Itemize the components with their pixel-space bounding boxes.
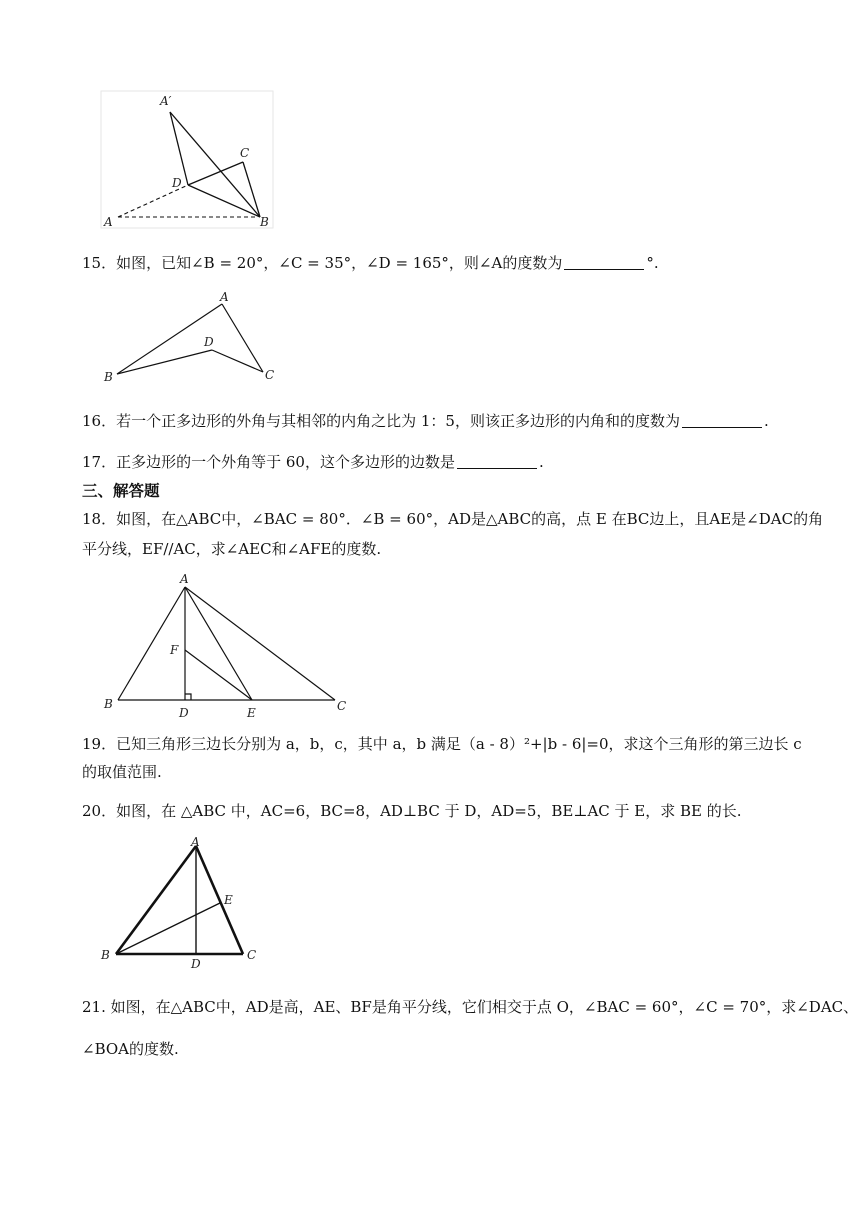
- quad-label-d: D: [204, 335, 214, 349]
- question-21: 21. 如图，在△ABC中，AD是高，AE、BF是角平分线，它们相交于点 O，∠BAC = 60°，∠C = 70°，求∠DAC、 ∠BOA的度数.: [82, 998, 859, 1058]
- tri20-label-a: A: [191, 835, 200, 849]
- section-heading-3: 三、解答题: [82, 482, 160, 500]
- fold-label-a-prime: A′: [160, 94, 172, 108]
- fold-label-a: A: [104, 215, 113, 229]
- quad-figure: [100, 288, 290, 388]
- tri18-label-d: D: [179, 706, 189, 720]
- tri20-label-d: D: [191, 957, 201, 970]
- tri18-label-b: B: [104, 697, 113, 711]
- answer-blank-16[interactable]: [682, 413, 762, 428]
- tri18-label-e: E: [247, 706, 256, 720]
- tri18-label-c: C: [337, 699, 347, 713]
- quad-label-c: C: [265, 368, 275, 382]
- answer-blank-15[interactable]: [564, 255, 644, 270]
- fold-label-c: C: [240, 146, 250, 160]
- tri18-label-a: A: [180, 572, 189, 586]
- question-17: 17．正多边形的一个外角等于 60，这个多边形的边数是 .: [82, 453, 544, 471]
- triangle20-figure: [98, 834, 268, 970]
- tri18-label-f: F: [170, 643, 179, 657]
- triangle18-figure: [100, 568, 360, 720]
- quad-label-b: B: [104, 370, 113, 384]
- question-16: 16．若一个正多边形的外角与其相邻的内角之比为 1：5，则该正多边形的内角和的度数为 .: [82, 412, 769, 430]
- fold-figure: [100, 90, 275, 230]
- quad-label-a: A: [220, 290, 229, 304]
- fold-label-d: D: [172, 176, 182, 190]
- tri20-label-b: B: [101, 948, 110, 962]
- question-15: 15．如图，已知∠B = 20°，∠C = 35°，∠D = 165°，则∠A的度数为 °.: [82, 254, 659, 272]
- fold-label-b: B: [260, 215, 269, 229]
- question-20: 20．如图，在 △ABC 中，AC=6，BC=8，AD⊥BC 于 D，AD=5，BE⊥AC 于 E，求 BE 的长.: [82, 802, 742, 820]
- tri20-label-e: E: [224, 893, 233, 907]
- answer-blank-17[interactable]: [457, 454, 537, 469]
- tri20-label-c: C: [247, 948, 257, 962]
- question-18: 18．如图，在△ABC中，∠BAC = 80°．∠B = 60°，AD是△ABC的高，点 E 在BC边上，且AE是∠DAC的角 平分线，EF//AC，求∠AEC和∠AFE的度数.: [82, 510, 824, 558]
- question-19: 19．已知三角形三边长分别为 a，b，c，其中 a，b 满足（a - 8）²+|b - 6|=0，求这个三角形的第三边长 c 的取值范围.: [82, 735, 802, 781]
